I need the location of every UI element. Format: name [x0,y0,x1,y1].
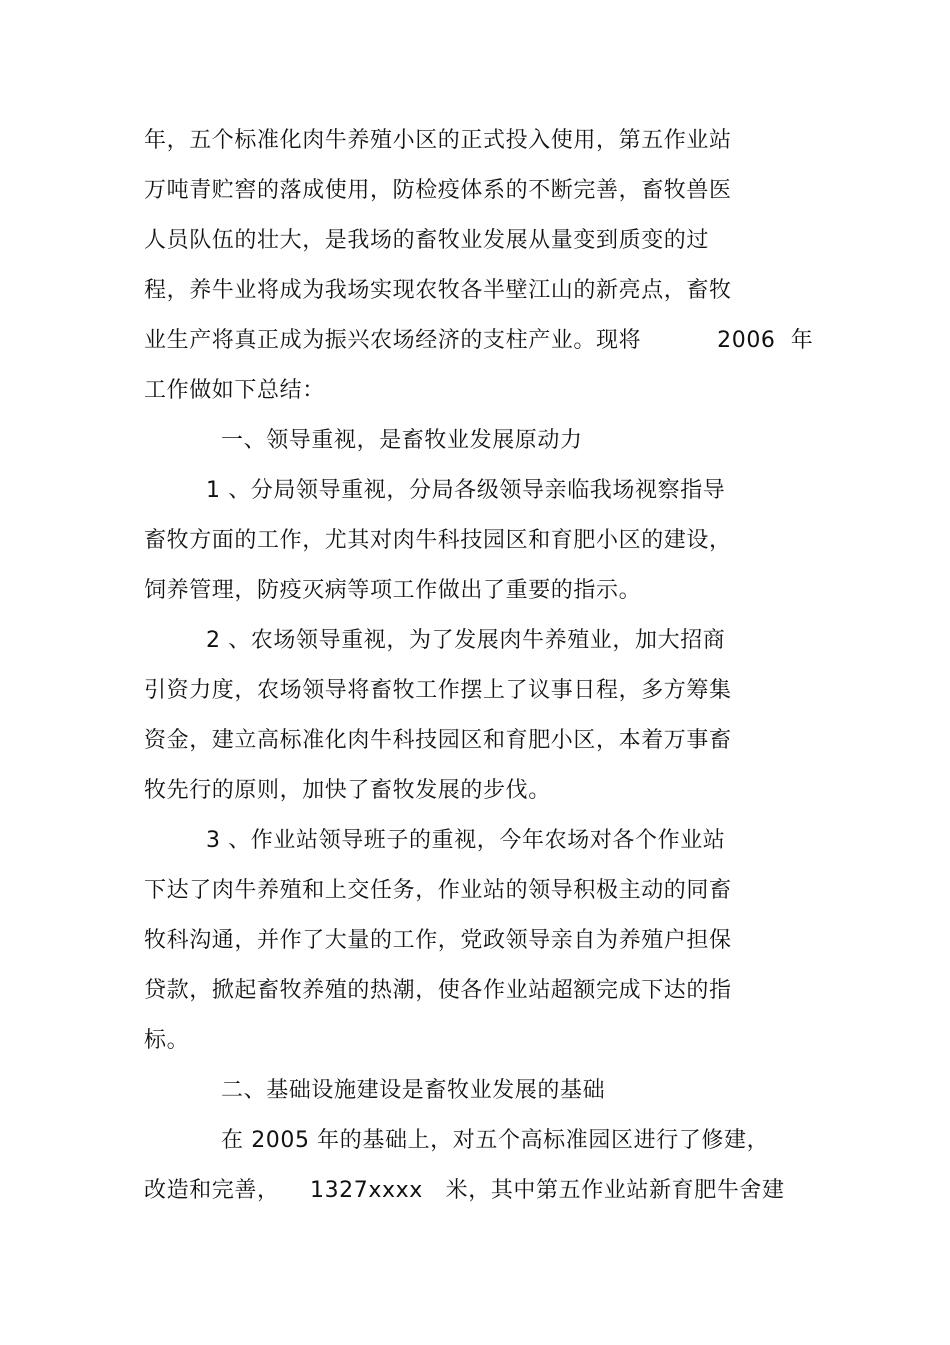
paragraph-line: 3 、作业站领导班子的重视，今年农场对各个作业站 [206,828,726,853]
paragraph-line: 年，五个标准化肉牛养殖小区的正式投入使用，第五作业站 [144,128,732,153]
paragraph-line: 在 2005 年的基础上，对五个高标准园区进行了修建， [221,1128,770,1153]
paragraph-line: 畜牧方面的工作，尤其对肉牛科技园区和育肥小区的建设， [144,528,732,553]
paragraph-line: 饲养管理，防疫灭病等项工作做出了重要的指示。 [144,578,642,603]
paragraph-line: 贷款，掀起畜牧养殖的热潮，使各作业站超额完成下达的指 [144,978,732,1003]
paragraph-line: 1 、分局领导重视，分局各级领导亲临我场视察指导 [206,478,726,503]
paragraph-line: 2 、农场领导重视，为了发展肉牛养殖业，加大招商 [206,628,726,653]
section-heading: 一、领导重视，是畜牧业发展原动力 [221,428,583,453]
paragraph-line: 万吨青贮窖的落成使用，防检疫体系的不断完善，畜牧兽医 [144,178,732,203]
paragraph-line: 标。 [144,1028,190,1053]
paragraph-line: 牧科沟通，并作了大量的工作，党政领导亲自为养殖户担保 [144,928,732,953]
paragraph-line: 下达了肉牛养殖和上交任务，作业站的领导积极主动的同畜 [144,878,732,903]
paragraph-line: 牧先行的原则，加快了畜牧发展的步伐。 [144,778,551,803]
section-heading: 二、基础设施建设是畜牧业发展的基础 [221,1078,606,1103]
paragraph-line: 业生产将真正成为振兴农场经济的支柱产业。现将 2006 年 [144,328,814,353]
paragraph-line: 引资力度，农场领导将畜牧工作摆上了议事日程，多方筹集 [144,678,732,703]
paragraph-line: 资金，建立高标准化肉牛科技园区和育肥小区，本着万事畜 [144,728,732,753]
paragraph-line: 人员队伍的壮大，是我场的畜牧业发展从量变到质变的过 [144,228,710,253]
paragraph-line: 程，养牛业将成为我场实现农牧各半壁江山的新亮点，畜牧 [144,278,732,303]
paragraph-line: 工作做如下总结： [144,378,325,403]
paragraph-line: 改造和完善， 1327xxxx 米，其中第五作业站新育肥牛舍建 [144,1178,785,1203]
